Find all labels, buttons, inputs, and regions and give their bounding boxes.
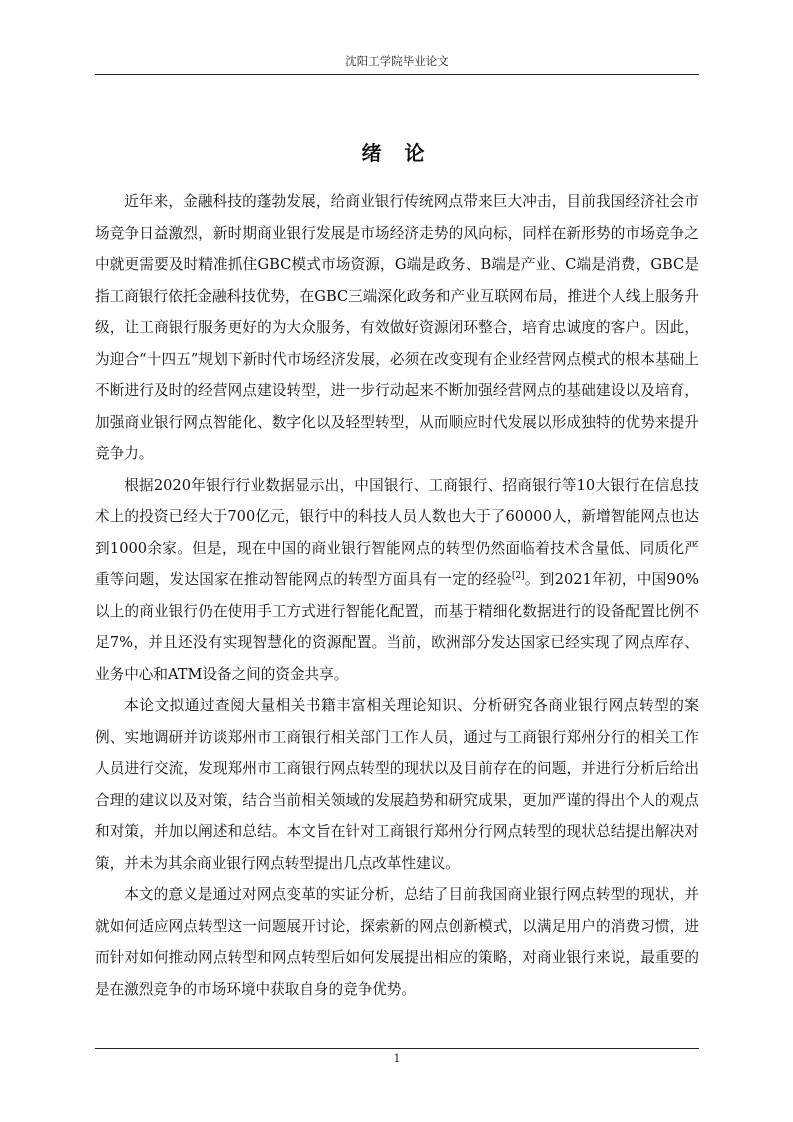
paragraph-4: 本文的意义是通过对网点变革的实证分析，总结了目前我国商业银行网点转型的现状，并就如何适应网点转型这一问题展开讨论，探索新的网点创新模式，以满足用户的消费习惯，进而针对如何推动网点转型和网点转型后如何发展提出相应的策略，对商业银行来说，最重要的是在激烈竞争的市场环境中获取自身的竞争优势。: [95, 886, 699, 998]
body-content: [95, 186, 699, 1005]
page-footer: [95, 1048, 699, 1069]
paragraph-1: 近年来，金融科技的蓬勃发展，给商业银行传统网点带来巨大冲击，目前我国经济社会市场竞争日益激烈，新时期商业银行发展是市场经济走势的风向标，同样在新形势的市场竞争之中就更需要及时精准抓住GBC模式市场资源，G端是政务、B端是产业、C端是消费，GBC是指工商银行依托金融科技优势，在GBC三端深化政务和产业互联网布局，推进个人线上服务升级，让工商银行服务更好的为大众服务，有效做好资源闭环整合，培育忠诚度的客户。因此，为迎合“十四五”规划下新时代市场经济发展，必须在改变现有企业经营网点模式的根本基础上不断进行及时的经营网点建设转型，进一步行动起来不断加强经营网点的基础建设以及培育，加强商业银行网点智能化、数字化以及轻型转型，从而顺应时代发展以形成独特的优势来提升竞争力。: [95, 193, 699, 462]
paragraph-2-text-after: 。到2021年初，中国90%以上的商业银行仍在使用手工方式进行智能化配置，而基于精细化数据进行的设备配置比例不足7%，并且还没有实现智慧化的资源配置。当前，欧洲部分发达国家已经实现了网点库存、业务中心和ATM设备之间的资金共享。: [95, 571, 699, 683]
paragraph-2-text-before: 根据2020年银行行业数据显示出，中国银行、工商银行、招商银行等10大银行在信息技术上的投资已经大于700亿元，银行中的科技人员人数也大于了60000人，新增智能网点也达到1000余家。但是，现在中国的商业银行智能网点的转型仍然面临着技术含量低、同质化严重等问题，发达国家在推动智能网点的转型方面具有一定的经验: [95, 476, 699, 588]
paragraph-3: 本论文拟通过查阅大量相关书籍丰富相关理论知识、分析研究各商业银行网点转型的案例、实地调研并访谈郑州市工商银行相关部门工作人员，通过与工商银行郑州分行的相关工作人员进行交流，发现郑州市工商银行网点转型的现状以及目前存在的问题，并进行分析后给出合理的建议以及对策，结合当前相关领域的发展趋势和研究成果，更加严谨的得出个人的观点和对策，并加以阐述和总结。本文旨在针对工商银行郑州分行网点转型的现状总结提出解决对策，并未为其余商业银行网点转型提出几点改革性建议。: [95, 697, 699, 872]
citation-marker: [2]: [511, 571, 525, 582]
paragraph-2: [95, 470, 699, 691]
header-text: 沈阳工学院毕业论文: [345, 54, 449, 68]
section-title: 绪 论: [361, 141, 433, 165]
page-header: [95, 50, 699, 75]
page-number: 1: [393, 1052, 401, 1065]
